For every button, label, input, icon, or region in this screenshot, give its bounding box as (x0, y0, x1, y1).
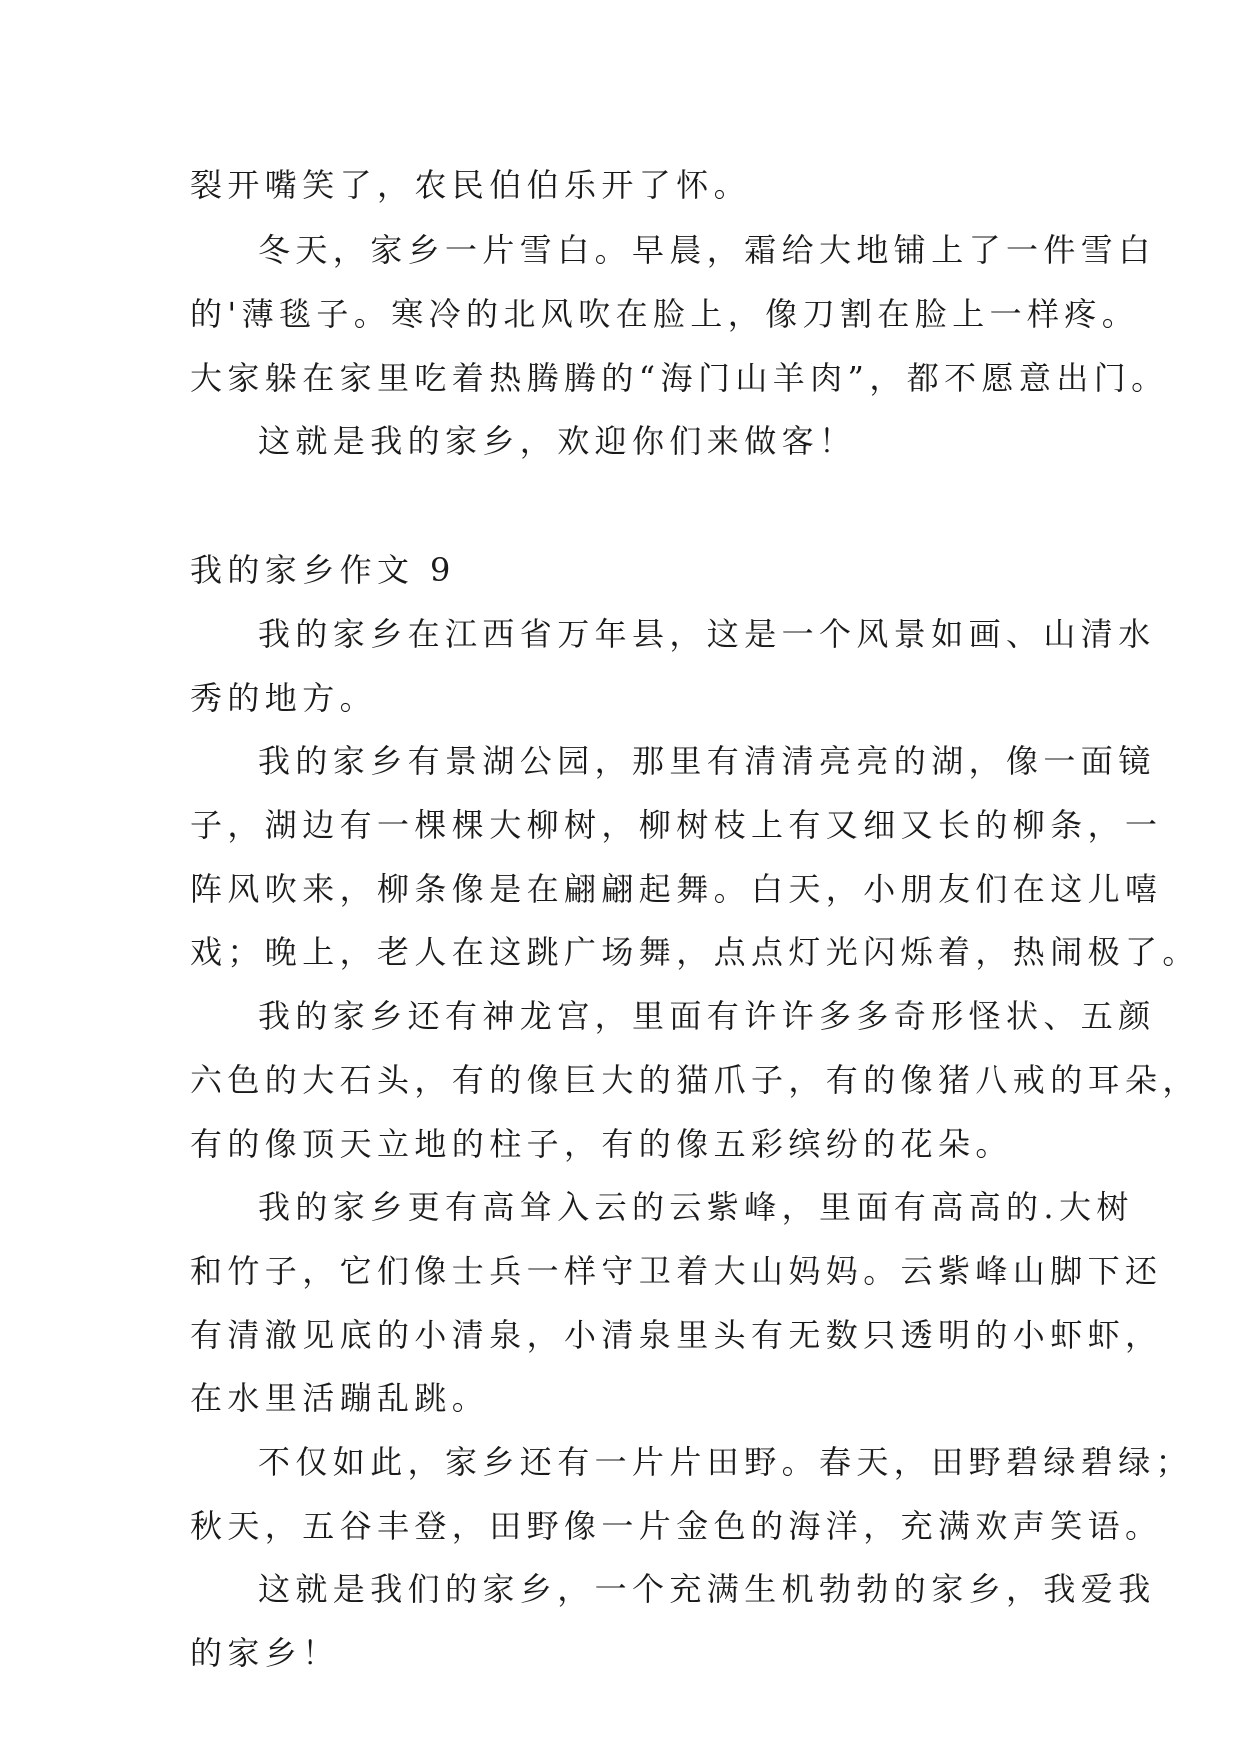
text-line: 和竹子，它们像士兵一样守卫着大山妈妈。云紫峰山脚下还 (190, 1252, 1163, 1290)
text-line: 子，湖边有一棵棵大柳树，柳树枝上有又细又长的柳条，一 (190, 806, 1163, 844)
text-line: 有清澈见底的小清泉，小清泉里头有无数只透明的小虾虾， (190, 1316, 1163, 1354)
text-line: 秋天，五谷丰登，田野像一片金色的海洋，充满欢声笑语。 (190, 1507, 1163, 1545)
paragraph-first-line: 不仅如此，家乡还有一片片田野。春天，田野碧绿碧绿； (258, 1443, 1194, 1481)
paragraph-first-line: 这就是我的家乡，欢迎你们来做客！ (258, 422, 857, 460)
paragraph-first-line: 这就是我们的家乡，一个充满生机勃勃的家乡，我爱我 (258, 1570, 1156, 1608)
text-line: 大家躲在家里吃着热腾腾的“海门山羊肉”，都不愿意出门。 (190, 359, 1169, 397)
paragraph-first-line: 我的家乡在江西省万年县，这是一个风景如画、山清水 (258, 615, 1156, 653)
text-line: 裂开嘴笑了，农民伯伯乐开了怀。 (190, 166, 752, 204)
text-line: 戏；晚上，老人在这跳广场舞，点点灯光闪烁着，热闹极了。 (190, 933, 1200, 971)
paragraph-first-line: 冬天，家乡一片雪白。早晨，霜给大地铺上了一件雪白 (258, 231, 1156, 269)
text-line: 的家乡！ (190, 1634, 340, 1672)
text-line: 阵风吹来，柳条像是在翩翩起舞。白天，小朋友们在这儿嘻 (190, 870, 1163, 908)
text-line: 的'薄毯子。寒冷的北风吹在脸上，像刀割在脸上一样疼。 (190, 295, 1140, 333)
paragraph-first-line: 我的家乡还有神龙宫，里面有许许多多奇形怪状、五颜 (258, 997, 1156, 1035)
text-line: 六色的大石头，有的像巨大的猫爪子，有的像猪八戒的耳朵， (190, 1061, 1200, 1099)
section-heading: 我的家乡作文 9 (190, 551, 456, 589)
text-line: 有的像顶天立地的柱子，有的像五彩缤纷的花朵。 (190, 1125, 1013, 1163)
paragraph-first-line: 我的家乡有景湖公园，那里有清清亮亮的湖，像一面镜 (258, 742, 1156, 780)
text-line: 在水里活蹦乱跳。 (190, 1379, 490, 1417)
text-line: 秀的地方。 (190, 679, 378, 717)
paragraph-first-line: 我的家乡更有高耸入云的云紫峰，里面有高高的.大树 (258, 1188, 1134, 1226)
